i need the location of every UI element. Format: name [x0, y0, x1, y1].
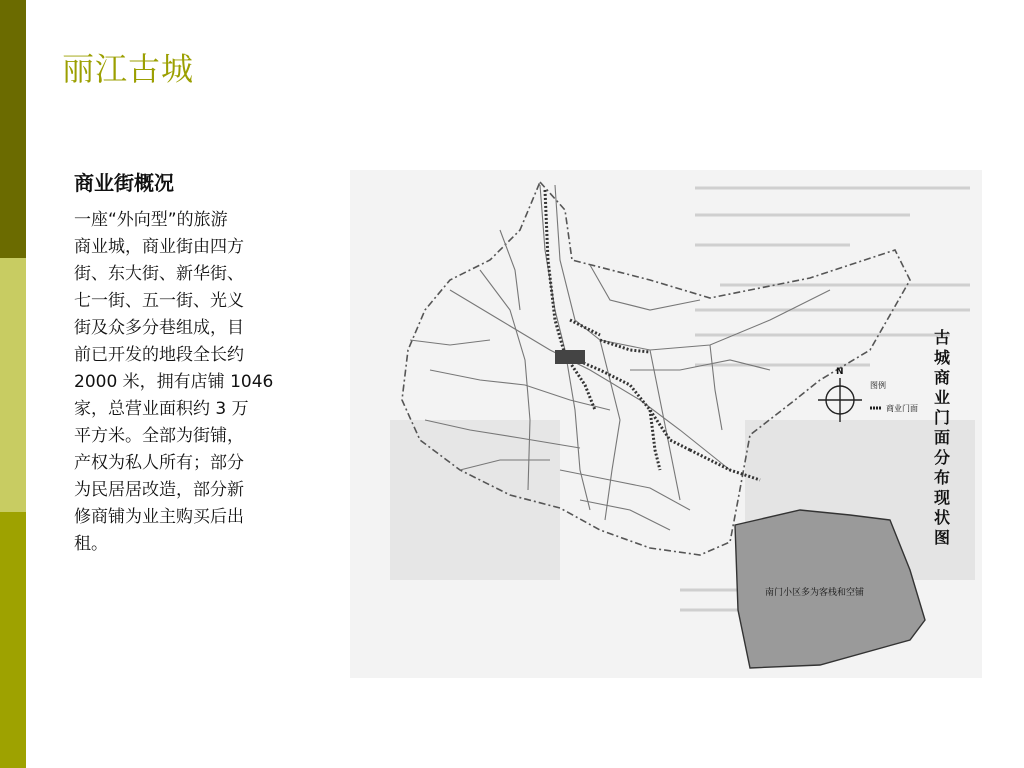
sidebar-bottom-band	[0, 512, 26, 768]
body-line: 为民居居改造，部分新	[74, 480, 244, 500]
body-line: 街、东大街、新华街、	[74, 264, 244, 284]
legend-title: 图例	[870, 381, 886, 390]
old-town-map-image	[350, 170, 982, 678]
body-line: 修商铺为业主购买后出	[74, 507, 244, 527]
legend-item-label: 商业门面	[886, 404, 918, 413]
square-sifang-street	[555, 350, 585, 364]
section-heading: 商业街概况	[74, 171, 174, 195]
slide-title: 丽江古城	[62, 50, 195, 88]
north-label: N	[836, 367, 844, 377]
scan-photo-block	[390, 420, 560, 580]
sidebar-middle-band	[0, 258, 26, 512]
body-paragraph	[74, 207, 318, 558]
body-line: 2000 米，拥有店铺 1046	[74, 372, 274, 392]
map-vertical-caption: 古城商业门面分布现状图	[933, 328, 950, 547]
body-line: 前已开发的地段全长约	[74, 345, 244, 365]
body-line: 产权为私人所有；部分	[74, 453, 244, 473]
body-line: 街及众多分巷组成，目	[74, 318, 244, 338]
south-zone-label: 南门小区多为客栈和空铺	[765, 588, 865, 598]
body-line: 商业城，商业街由四方	[74, 237, 244, 257]
body-line: 七一街、五一街、光义	[74, 291, 244, 311]
body-line: 租。	[74, 534, 108, 554]
map-drawing	[350, 170, 982, 678]
body-line: 平方米。全部为街铺，	[74, 426, 244, 446]
body-line: 家，总营业面积约 3 万	[74, 399, 249, 419]
body-line: 一座“外向型”的旅游	[74, 210, 228, 230]
sidebar-top-band	[0, 0, 26, 258]
